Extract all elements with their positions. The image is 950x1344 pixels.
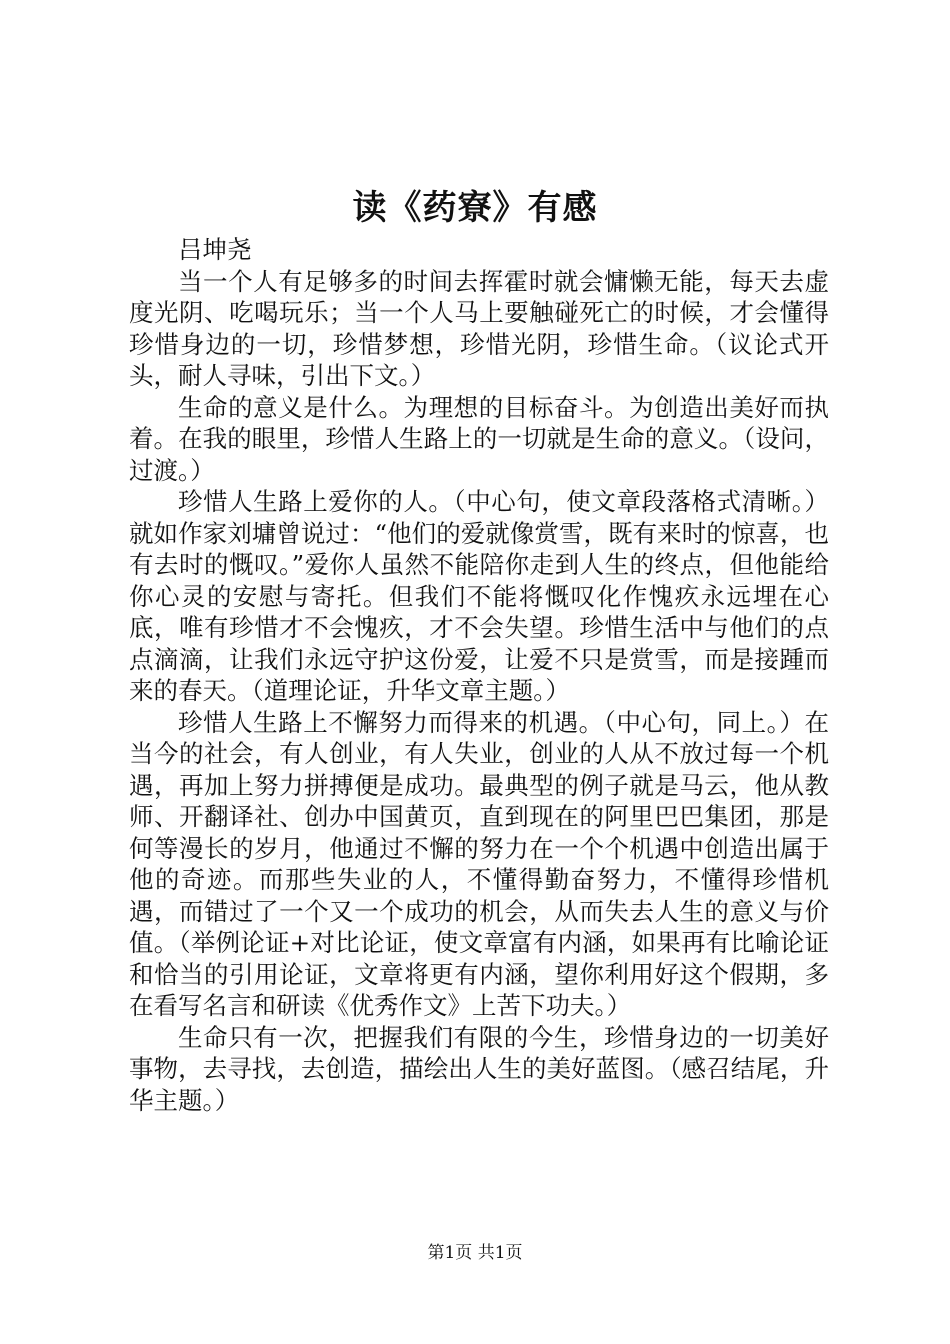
document-body — [129, 234, 829, 1116]
paragraph-1: 当一个人有足够多的时间去挥霍时就会慵懒无能，每天去虚度光阴、吃喝玩乐；当一个人马上要触碰死亡的时候，才会懂得珍惜身边的一切，珍惜梦想，珍惜光阴，珍惜生命。（议论式开头，耐人寻味，引出下文。） — [129, 266, 829, 390]
document-title: 读《药寮》有感 — [352, 188, 598, 228]
paragraph-4: 珍惜人生路上不懈努力而得来的机遇。（中心句，同上。）在当今的社会，有人创业，有人失业，创业的人从不放过每一个机遇，再加上努力拼搏便是成功。最典型的例子就是马云，他从教师、开翻译社、创办中国黄页，直到现在的阿里巴巴集团，那是何等漫长的岁月，他通过不懈的努力在一个个机遇中创造出属于他的奇迹。而那些失业的人，不懂得勤奋努力，不懂得珍惜机遇，而错过了一个又一个成功的机会，从而失去人生的意义与价值。（举例论证+对比论证，使文章富有内涵，如果再有比喻论证和恰当的引用论证，文章将更有内涵，望你利用好这个假期，多在看写名言和研读《优秀作文》上苦下功夫。） — [129, 707, 829, 1020]
author-name: 吕坤尧 — [178, 235, 252, 264]
paragraph-5: 生命只有一次，把握我们有限的今生，珍惜身边的一切美好事物，去寻找，去创造，描绘出人生的美好蓝图。（感召结尾，升华主题。） — [129, 1022, 829, 1115]
paragraph-3: 珍惜人生路上爱你的人。（中心句，使文章段落格式清晰。）就如作家刘墉曾说过：“他们的爱就像赏雪，既有来时的惊喜，也有去时的慨叹。”爱你人虽然不能陪你走到人生的终点，但他能给你心灵的安慰与寄托。但我们不能将慨叹化作愧疚永远埋在心底，唯有珍惜才不会愧疚，才不会失望。珍惜生活中与他们的点点滴滴，让我们永远守护这份爱，让爱不只是赏雪，而是接踵而来的春天。（道理论证，升华文章主题。） — [129, 487, 829, 705]
paragraph-2: 生命的意义是什么。为理想的目标奋斗。为创造出美好而执着。在我的眼里，珍惜人生路上的一切就是生命的意义。（设问，过渡。） — [129, 392, 829, 485]
page-footer: 第1页 共1页 — [427, 1243, 523, 1263]
